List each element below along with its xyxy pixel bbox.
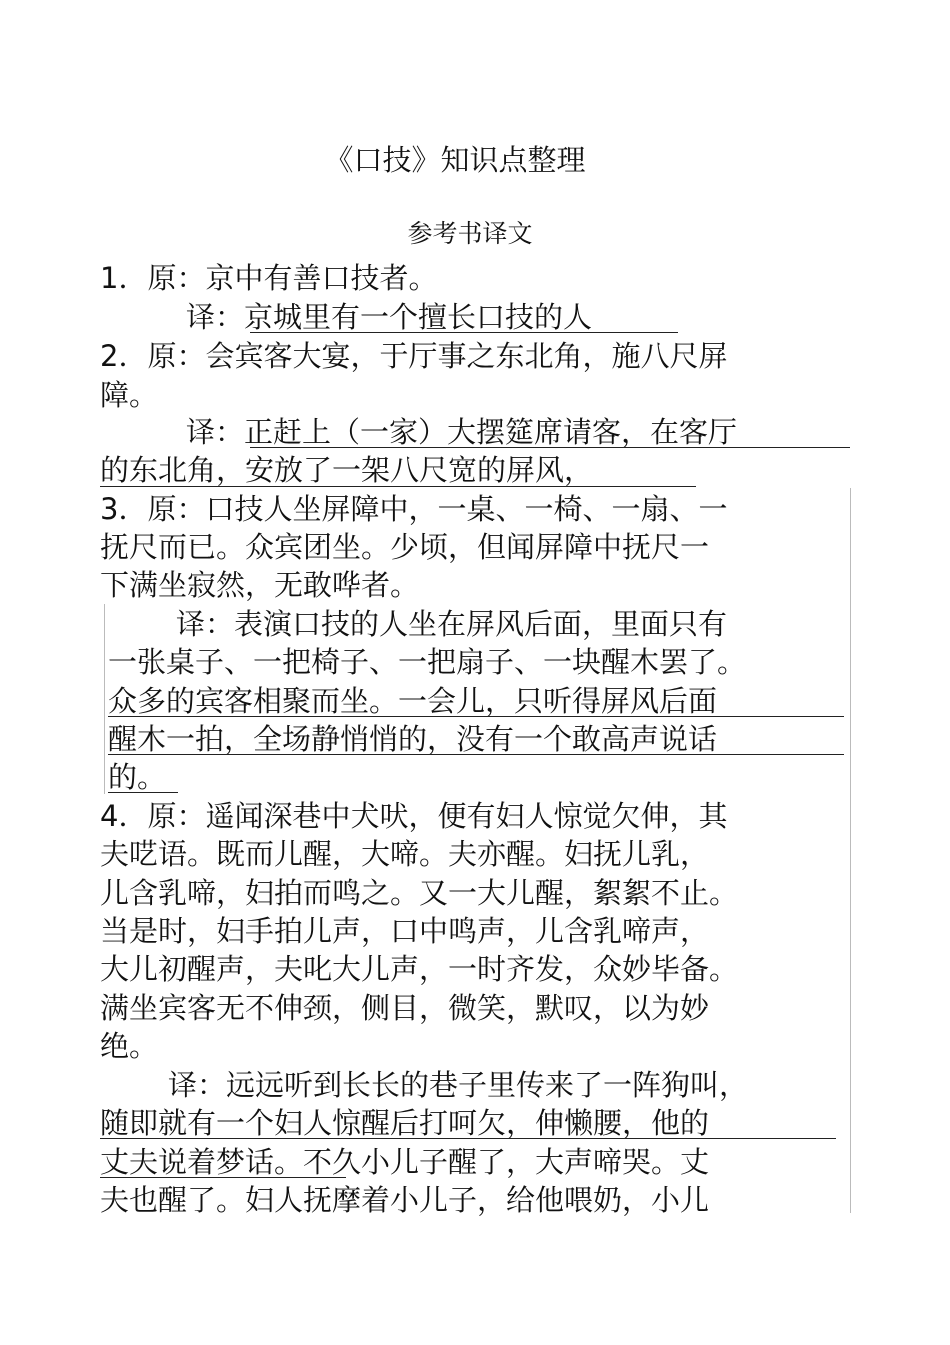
text-line: 一张桌子、一把椅子、一把扇子、一块醒木罢了。 [108,645,747,679]
underline [250,447,850,448]
underline [108,754,844,755]
text-line: 下满坐寂然，无敢哗者。 [100,568,420,602]
text-line: 醒木一拍，全场静悄悄的，没有一个敢高声说话 [108,722,718,756]
frame-rule-left [104,604,105,794]
text-line: 绝。 [100,1029,159,1063]
text-line: 满坐宾客无不伸颈，侧目，微笑，默叹，以为妙 [100,991,710,1025]
text-line: 随即就有一个妇人惊醒后打呵欠，伸懒腰，他的 [100,1106,710,1140]
text-line: 大儿初醒声，夫叱大儿声，一时齐发，众妙毕备。 [100,952,739,986]
text-line: 夫呓语。既而儿醒，大啼。夫亦醒。妇抚儿乳， [100,837,710,871]
text-line: 2．原：会宾客大宴，于厅事之东北角，施八尺屏 [100,339,728,373]
text-line: 的。 [108,760,167,794]
text-line: 抚尺而已。众宾团坐。少顷，但闻屏障中抚尺一 [100,530,710,564]
text-line: 1．原：京中有善口技者。 [100,261,438,295]
document-subtitle: 参考书译文 [407,219,533,248]
text-line: 译：表演口技的人坐在屏风后面，里面只有 [176,607,728,641]
underline [100,1138,836,1139]
text-line: 夫也醒了。妇人抚摩着小儿子，给他喂奶，小儿 [100,1183,710,1217]
text-line: 众多的宾客相聚而坐。一会儿，只听得屏风后面 [108,684,718,718]
text-line: 的东北角，安放了一架八尺宽的屏风， [100,453,594,487]
text-line: 3．原：口技人坐屏障中，一桌、一椅、一扇、一 [100,492,728,526]
underline [100,1177,346,1178]
underline [108,716,844,717]
underline [108,792,178,793]
text-line: 当是时，妇手拍儿声，口中鸣声，儿含乳啼声， [100,914,710,948]
frame-rule-right [850,488,851,1213]
text-line: 4．原：遥闻深巷中犬吠，便有妇人惊觉欠伸，其 [100,799,728,833]
underline [250,332,678,333]
text-line: 丈夫说着梦话。不久小儿子醒了，大声啼哭。丈 [100,1145,710,1179]
text-line: 译：远远听到长长的巷子里传来了一阵狗叫， [168,1068,749,1102]
text-line: 译：正赶上（一家）大摆筵席请客，在客厅 [186,415,738,449]
text-line: 译：京城里有一个擅长口技的人 [186,300,593,334]
underline [100,486,696,487]
document-title: 《口技》知识点整理 [324,143,586,177]
text-line: 儿含乳啼，妇拍而鸣之。又一大儿醒，絮絮不止。 [100,876,739,910]
text-line: 障。 [100,378,159,412]
